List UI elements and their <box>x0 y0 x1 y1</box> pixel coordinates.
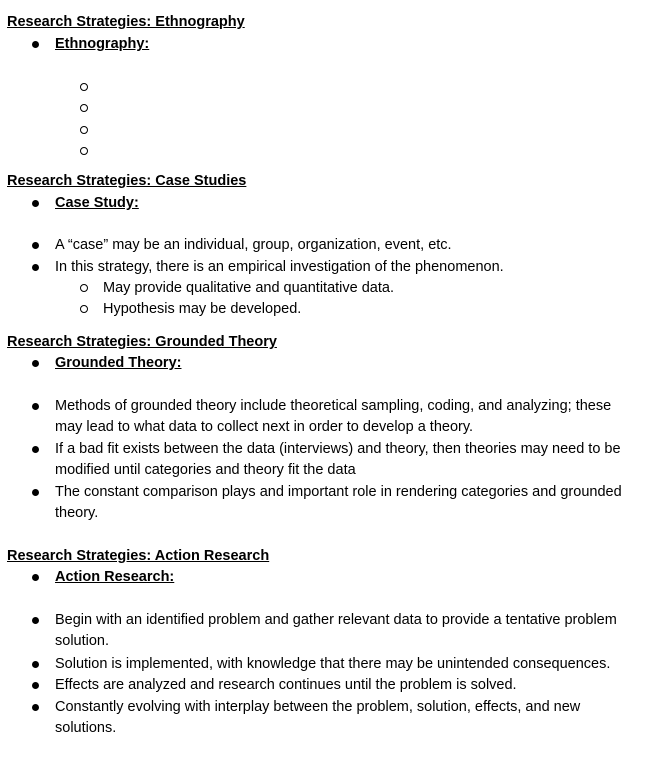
list-item-text: Effects are analyzed and research continues until the problem is solved. <box>55 677 517 693</box>
bullet-icon <box>32 41 39 48</box>
list-item-text: Solution is implemented, with knowledge that there may be unintended consequences. <box>55 656 611 672</box>
list-item-text: A “case” may be an individual, group, organization, event, etc. <box>55 237 452 253</box>
empty-sub-bullet-icon <box>80 147 88 155</box>
bullet-icon <box>32 682 39 689</box>
bullet-icon <box>32 704 39 711</box>
bullet-icon <box>32 242 39 249</box>
section-heading-case-studies: Research Strategies: Case Studies <box>7 173 247 189</box>
empty-sub-bullet-icon <box>80 104 88 112</box>
list-item-text: Methods of grounded theory include theoretical sampling, coding, and analyzing; these may lead to what data to collect next in order to develop a theory. <box>55 398 612 435</box>
list-item-text: In this strategy, there is an empirical investigation of the phenomenon. <box>55 259 504 275</box>
bullet-icon <box>32 264 39 271</box>
bullet-icon <box>32 574 39 581</box>
sub-label-case-study: Case Study: <box>55 195 139 211</box>
list-item-text: Begin with an identified problem and gather relevant data to provide a tentative problem solution. <box>55 612 617 649</box>
bullet-icon <box>32 661 39 668</box>
bullet-icon <box>32 200 39 207</box>
bullet-icon <box>32 360 39 367</box>
sub-label-action-research: Action Research: <box>55 569 175 585</box>
list-item-text: The constant comparison plays and important role in rendering categories and grounded theory. <box>55 484 622 521</box>
bullet-icon <box>32 446 39 453</box>
section-heading-grounded-theory: Research Strategies: Grounded Theory <box>7 334 277 350</box>
section-heading-action-research: Research Strategies: Action Research <box>7 548 270 564</box>
sub-bullet-icon <box>80 305 88 313</box>
list-item-text: If a bad fit exists between the data (interviews) and theory, then theories may need to be modified until categories and theory fit the data <box>55 441 621 478</box>
list-item-text: Constantly evolving with interplay between the problem, solution, effects, and new solutions. <box>55 699 581 736</box>
bullet-icon <box>32 617 39 624</box>
sub-list-item-text: May provide qualitative and quantitative data. <box>103 280 394 296</box>
empty-sub-bullet-icon <box>80 83 88 91</box>
empty-sub-bullet-icon <box>80 126 88 134</box>
sub-list-item-text: Hypothesis may be developed. <box>103 301 302 317</box>
sub-label-grounded-theory: Grounded Theory: <box>55 355 182 371</box>
bullet-icon <box>32 489 39 496</box>
sub-label-ethnography: Ethnography: <box>55 36 150 52</box>
sub-bullet-icon <box>80 284 88 292</box>
section-heading-ethnography: Research Strategies: Ethnography <box>7 14 245 30</box>
bullet-icon <box>32 403 39 410</box>
